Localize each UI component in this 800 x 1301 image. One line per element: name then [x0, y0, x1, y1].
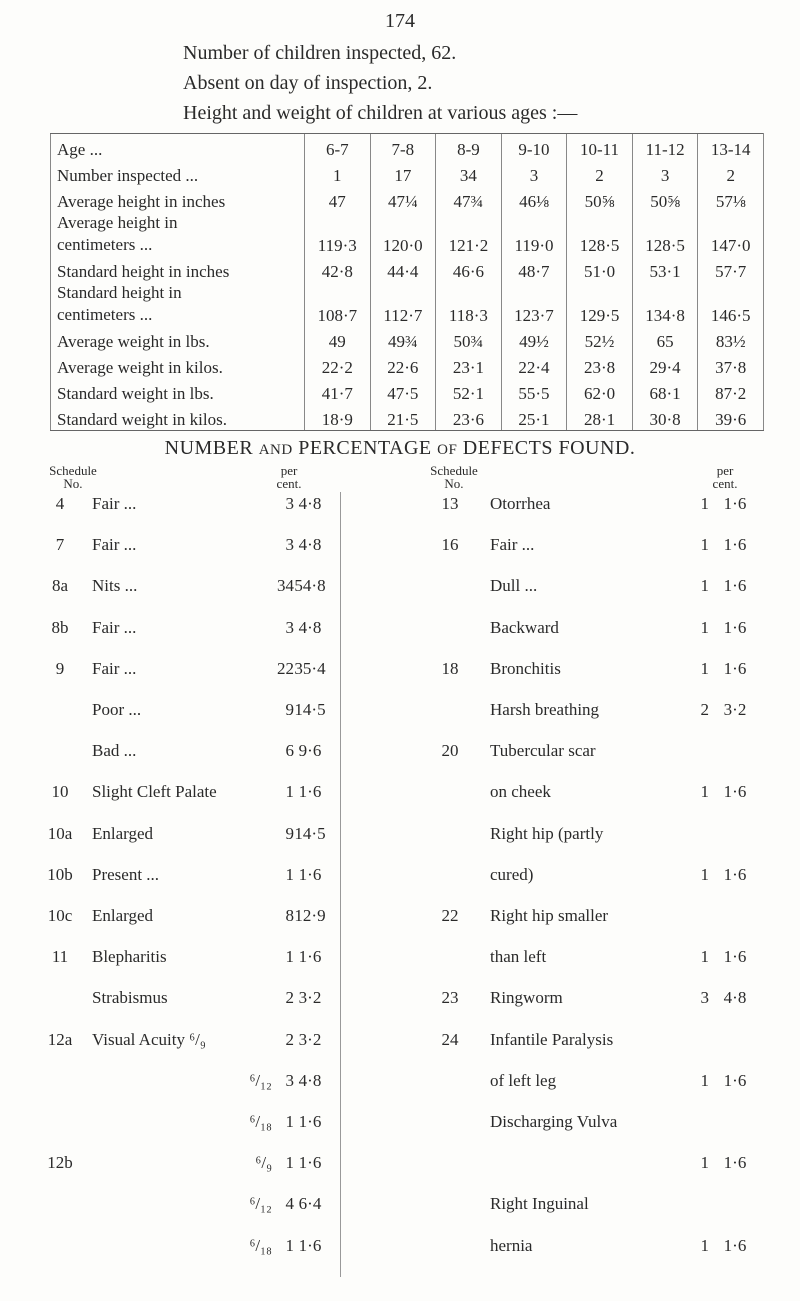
- table-cell: 23·8: [567, 352, 633, 378]
- defect-label: Poor ...: [92, 700, 142, 719]
- row-label: Average weight in lbs.: [51, 326, 305, 352]
- defect-no: 10b: [47, 864, 73, 884]
- defect-row: [30, 1194, 340, 1222]
- defect-row: [30, 988, 340, 1016]
- table-cell: 39·6: [698, 404, 764, 431]
- defect-pct: 35·4: [294, 658, 326, 678]
- table-cell: 108·7: [305, 282, 371, 326]
- defect-count: 22: [277, 658, 294, 678]
- defect-pct: 1·6: [298, 947, 322, 967]
- age-header: 8-9: [436, 134, 502, 161]
- table-cell: 23·6: [436, 404, 502, 431]
- table-cell: 119·3: [305, 212, 371, 256]
- defect-label: hernia: [490, 1235, 533, 1255]
- table-cell: 123·7: [501, 282, 567, 326]
- defect-no: 20: [441, 741, 459, 761]
- row-label: Standard height in centimeters ...: [51, 282, 305, 326]
- defect-row: [30, 1236, 340, 1264]
- defect-pct: 14·5: [294, 700, 326, 719]
- defect-pct: 1·6: [723, 947, 747, 967]
- defect-label: Slight Cleft Palate: [92, 782, 217, 802]
- defect-label: Fair ...: [92, 535, 137, 555]
- defect-count: 1: [285, 864, 294, 884]
- defect-row: [30, 576, 340, 604]
- defect-no: 10a: [47, 823, 73, 843]
- table-cell: 55·5: [501, 378, 567, 404]
- table-cell: 47¾: [436, 186, 502, 212]
- defect-label: Present ...: [92, 864, 160, 884]
- table-cell: 49: [305, 326, 371, 352]
- defect-label: Otorrhea: [490, 494, 551, 513]
- table-row: [51, 160, 764, 186]
- defect-row: [30, 824, 340, 852]
- defect-row: [30, 947, 340, 975]
- defect-label: ⁶/₁₈: [249, 1112, 272, 1131]
- defect-no: 18: [441, 658, 459, 678]
- age-label: Age ...: [51, 134, 305, 161]
- defect-count: 2: [700, 700, 709, 719]
- defect-pct: 4·8: [298, 494, 322, 513]
- defect-row: [420, 906, 780, 934]
- table-cell: 147·0: [698, 212, 764, 256]
- defect-row: [30, 618, 340, 646]
- defect-count: 1: [700, 1235, 709, 1255]
- table-cell: 42·8: [305, 256, 371, 282]
- defect-pct: 14·5: [294, 823, 326, 843]
- table-cell: 28·1: [567, 404, 633, 431]
- row-label: Average weight in kilos.: [51, 352, 305, 378]
- column-divider: [340, 492, 341, 1277]
- table-cell: 62·0: [567, 378, 633, 404]
- defect-row: [420, 659, 780, 687]
- defect-label: Dull ...: [490, 576, 538, 596]
- table-row: [51, 352, 764, 378]
- table-cell: 3: [501, 160, 567, 186]
- table-cell: 47·5: [370, 378, 436, 404]
- defect-pct: 4·8: [723, 988, 747, 1008]
- defect-no: 23: [441, 988, 459, 1008]
- defect-label: Enlarged: [92, 823, 154, 843]
- table-cell: 30·8: [632, 404, 698, 431]
- defect-row: [420, 1071, 780, 1099]
- table-cell: 50¾: [436, 326, 502, 352]
- row-label: Average height in inches: [51, 186, 305, 212]
- defect-row: [30, 700, 340, 728]
- defect-pct: 4·8: [298, 535, 322, 555]
- defect-pct: 1·6: [723, 782, 747, 802]
- age-header: 6-7: [305, 134, 371, 161]
- defect-count: 1: [700, 535, 709, 555]
- table-cell: 52½: [567, 326, 633, 352]
- defect-label: than left: [490, 947, 547, 967]
- intro-text: [183, 38, 577, 128]
- defect-count: 9: [285, 700, 294, 719]
- defect-count: 1: [285, 947, 294, 967]
- defect-row: [420, 1112, 780, 1140]
- defect-count: 1: [285, 782, 294, 802]
- table-cell: 57⅛: [698, 186, 764, 212]
- defect-count: 1: [700, 947, 709, 967]
- defect-no: 7: [55, 535, 65, 555]
- defect-pct: 1·6: [723, 658, 747, 678]
- defect-pct: 1·6: [298, 864, 322, 884]
- table-cell: 120·0: [370, 212, 436, 256]
- table-cell: 29·4: [632, 352, 698, 378]
- age-header: 9-10: [501, 134, 567, 161]
- defect-label: Right hip smaller: [490, 906, 609, 925]
- defect-no: 10: [51, 782, 69, 802]
- defect-row: [420, 700, 780, 728]
- defect-label: of left leg: [490, 1070, 557, 1090]
- defect-pct: 1·6: [723, 1070, 747, 1090]
- table-cell: 44·4: [370, 256, 436, 282]
- table-row: [51, 256, 764, 282]
- intro-line: Number of children inspected, 62.: [183, 42, 457, 64]
- defect-row: [30, 1112, 340, 1140]
- row-label: Number inspected ...: [51, 160, 305, 186]
- table-row: [51, 326, 764, 352]
- table-cell: 53·1: [632, 256, 698, 282]
- defect-pct: 1·6: [723, 617, 747, 637]
- defect-count: 3: [285, 617, 294, 637]
- row-label: Average height in centimeters ...: [51, 212, 305, 256]
- table-cell: 49¾: [370, 326, 436, 352]
- defect-label: Right hip (partly: [490, 823, 604, 843]
- defect-pct: 1·6: [298, 1153, 322, 1173]
- defect-row: [30, 741, 340, 769]
- table-cell: 50⅝: [632, 186, 698, 212]
- defect-pct: 1·6: [723, 1235, 747, 1255]
- left-percent-header: per cent.: [276, 463, 302, 491]
- defect-label: Fair ...: [490, 535, 535, 555]
- table-cell: 37·8: [698, 352, 764, 378]
- defect-count: 1: [700, 658, 709, 678]
- defect-row: [420, 494, 780, 522]
- table-cell: 57·7: [698, 256, 764, 282]
- defect-count: 9: [285, 823, 294, 843]
- defect-row: [420, 576, 780, 604]
- defect-row: [30, 865, 340, 893]
- defect-pct: 1·6: [298, 1235, 322, 1255]
- defect-no: 13: [441, 494, 459, 513]
- defect-label: Ringworm: [490, 988, 563, 1008]
- defect-no: 12b: [47, 1153, 73, 1173]
- table-cell: 51·0: [567, 256, 633, 282]
- defect-no: 12a: [47, 1029, 73, 1049]
- defect-count: 3: [285, 494, 294, 513]
- defect-no: 10c: [47, 906, 73, 925]
- page-number: 174: [385, 10, 415, 32]
- defect-count: 4: [285, 1194, 294, 1214]
- defect-pct: 1·6: [723, 576, 747, 596]
- defect-row: [30, 906, 340, 934]
- defect-label: Bad ...: [92, 741, 137, 761]
- defect-count: 3: [285, 535, 294, 555]
- defect-label: ⁶/₁₂: [249, 1194, 272, 1214]
- defect-row: [420, 618, 780, 646]
- defect-row: [30, 659, 340, 687]
- defect-pct: 1·6: [723, 1153, 747, 1173]
- age-header: 13-14: [698, 134, 764, 161]
- defect-label: Backward: [490, 617, 559, 637]
- defect-label: Fair ...: [92, 494, 137, 513]
- defect-count: 1: [285, 1112, 294, 1131]
- table-row: [51, 282, 764, 326]
- defect-label: Infantile Paralysis: [490, 1029, 614, 1049]
- table-cell: 46·6: [436, 256, 502, 282]
- table-cell: 129·5: [567, 282, 633, 326]
- table-cell: 17: [370, 160, 436, 186]
- defect-row: [30, 1030, 340, 1058]
- defect-row: [420, 1236, 780, 1264]
- defect-row: [420, 824, 780, 852]
- defect-label: Right Inguinal: [490, 1194, 589, 1214]
- table-cell: 46⅛: [501, 186, 567, 212]
- defect-no: 4: [55, 494, 65, 513]
- defect-row: [30, 782, 340, 810]
- row-label: Standard weight in kilos.: [51, 404, 305, 431]
- defect-pct: 4·8: [298, 1070, 322, 1090]
- table-cell: 65: [632, 326, 698, 352]
- table-cell: 134·8: [632, 282, 698, 326]
- defect-count: 6: [285, 741, 294, 761]
- defect-no: 22: [441, 906, 459, 925]
- defect-no: 24: [441, 1029, 459, 1049]
- defect-row: [30, 1071, 340, 1099]
- defect-no: 16: [441, 535, 459, 555]
- defect-row: [420, 741, 780, 769]
- right-percent-header: per cent.: [712, 463, 738, 491]
- defect-label: on cheek: [490, 782, 551, 802]
- left-schedule-header: Schedule No.: [49, 463, 97, 491]
- table-cell: 87·2: [698, 378, 764, 404]
- defect-label: Strabismus: [92, 988, 168, 1008]
- table-cell: 41·7: [305, 378, 371, 404]
- defect-label: Bronchitis: [490, 658, 561, 678]
- table-cell: 2: [567, 160, 633, 186]
- defect-count: 1: [700, 576, 709, 596]
- defect-pct: 1·6: [723, 864, 747, 884]
- table-cell: 1: [305, 160, 371, 186]
- table-cell: 146·5: [698, 282, 764, 326]
- defect-pct: 3·2: [298, 1029, 322, 1049]
- table-cell: 22·4: [501, 352, 567, 378]
- table-cell: 47¼: [370, 186, 436, 212]
- defect-count: 1: [285, 1153, 294, 1173]
- defect-no: 9: [55, 658, 65, 678]
- table-row: [51, 212, 764, 256]
- table-row: [51, 186, 764, 212]
- table-row: [51, 404, 764, 431]
- intro-line: Absent on day of inspection, 2.: [183, 72, 433, 94]
- defect-no: 8a: [51, 576, 69, 596]
- age-header: 7-8: [370, 134, 436, 161]
- defect-count: 8: [285, 906, 294, 925]
- defect-count: 2: [285, 988, 294, 1008]
- table-cell: 3: [632, 160, 698, 186]
- table-cell: 21·5: [370, 404, 436, 431]
- defect-label: Nits ...: [92, 576, 138, 596]
- table-cell: 119·0: [501, 212, 567, 256]
- defect-count: 1: [700, 1153, 709, 1173]
- defect-label: ⁶/₁₂: [249, 1070, 272, 1090]
- defect-label: Tubercular scar: [490, 741, 596, 761]
- table-cell: 47: [305, 186, 371, 212]
- defect-label: Harsh breathing: [490, 700, 600, 719]
- table-cell: 22·2: [305, 352, 371, 378]
- defect-label: cured): [490, 864, 534, 884]
- defect-pct: 54·8: [294, 576, 326, 596]
- defect-label: ⁶/₉: [255, 1153, 272, 1173]
- table-cell: 50⅝: [567, 186, 633, 212]
- defect-label: ⁶/₁₈: [249, 1235, 272, 1255]
- defect-pct: 4·8: [298, 617, 322, 637]
- defect-label: Blepharitis: [92, 947, 167, 967]
- defect-pct: 12·9: [294, 906, 326, 925]
- table-cell: 49½: [501, 326, 567, 352]
- defect-label: Enlarged: [92, 906, 154, 925]
- row-label: Standard height in inches: [51, 256, 305, 282]
- defect-row: [420, 1153, 780, 1181]
- defect-pct: 1·6: [298, 782, 322, 802]
- defect-no: 11: [51, 947, 69, 967]
- table-row: [51, 378, 764, 404]
- row-label: Standard weight in lbs.: [51, 378, 305, 404]
- defect-pct: 1·6: [723, 494, 747, 513]
- defect-count: 1: [700, 782, 709, 802]
- defect-row: [30, 494, 340, 522]
- age-header: 10-11: [567, 134, 633, 161]
- defect-count: 1: [700, 494, 709, 513]
- table-cell: 34: [436, 160, 502, 186]
- table-cell: 2: [698, 160, 764, 186]
- defect-count: 34: [277, 576, 294, 596]
- defect-no: 8b: [51, 617, 69, 637]
- table-cell: 23·1: [436, 352, 502, 378]
- table-cell: 48·7: [501, 256, 567, 282]
- defect-count: 1: [700, 617, 709, 637]
- defects-heading: NUMBER AND PERCENTAGE OF DEFECTS FOUND.: [164, 437, 636, 459]
- defect-row: [420, 988, 780, 1016]
- table-cell: 112·7: [370, 282, 436, 326]
- defect-count: 2: [285, 1029, 294, 1049]
- defect-pct: 1·6: [298, 1112, 322, 1131]
- defect-row: [420, 947, 780, 975]
- table-cell: 25·1: [501, 404, 567, 431]
- defect-row: [420, 1030, 780, 1058]
- defect-row: [30, 1153, 340, 1181]
- defect-count: 3: [285, 1070, 294, 1090]
- table-cell: 68·1: [632, 378, 698, 404]
- defect-label: Discharging Vulva: [490, 1112, 618, 1131]
- table-cell: 18·9: [305, 404, 371, 431]
- table-cell: 22·6: [370, 352, 436, 378]
- table-cell: 118·3: [436, 282, 502, 326]
- defect-row: [420, 865, 780, 893]
- defect-label: Fair ...: [92, 617, 137, 637]
- defect-count: 1: [700, 1070, 709, 1090]
- table-header-row: [51, 134, 764, 161]
- height-weight-table: [50, 133, 764, 431]
- defect-pct: 3·2: [298, 988, 322, 1008]
- defect-pct: 1·6: [723, 535, 747, 555]
- intro-line: Height and weight of children at various ages :—: [183, 102, 578, 124]
- defect-count: 1: [285, 1235, 294, 1255]
- defect-pct: 6·4: [298, 1194, 322, 1214]
- defect-row: [30, 535, 340, 563]
- defect-label: Fair ...: [92, 658, 137, 678]
- defect-row: [420, 782, 780, 810]
- table-cell: 128·5: [632, 212, 698, 256]
- defect-count: 3: [700, 988, 709, 1008]
- defect-pct: 3·2: [723, 700, 747, 719]
- right-schedule-header: Schedule No.: [430, 463, 478, 491]
- table-cell: 128·5: [567, 212, 633, 256]
- defect-row: [420, 535, 780, 563]
- defect-pct: 9·6: [298, 741, 322, 761]
- defect-count: 1: [700, 864, 709, 884]
- table-cell: 121·2: [436, 212, 502, 256]
- table-cell: 83½: [698, 326, 764, 352]
- defect-row: [420, 1194, 780, 1222]
- table-cell: 52·1: [436, 378, 502, 404]
- defect-label: Visual Acuity ⁶/₉: [92, 1029, 206, 1049]
- age-header: 11-12: [632, 134, 698, 161]
